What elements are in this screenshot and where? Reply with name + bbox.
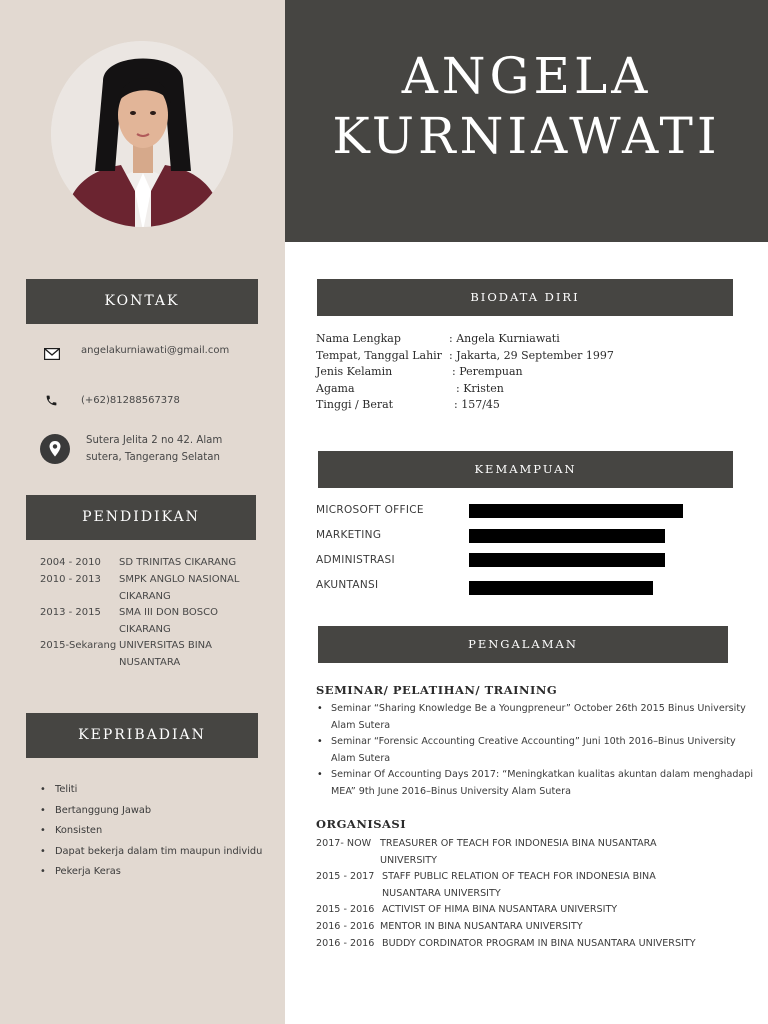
kepribadian-heading: KEPRIBADIAN <box>78 727 206 743</box>
skill-level-bar <box>469 581 653 595</box>
first-name: ANGELA <box>401 47 652 105</box>
skill-label: MARKETING <box>316 529 382 541</box>
last-name: KURNIAWATI <box>332 107 721 165</box>
contact-email[interactable]: angelakurniawati@gmail.com <box>81 345 230 356</box>
kontak-heading-bar <box>26 279 258 324</box>
biodata-value: : Kristen <box>456 381 504 395</box>
biodata-value: : 157/45 <box>454 398 500 411</box>
envelope-icon <box>44 348 60 360</box>
education-school: SMA III DON BOSCO CIKARANG <box>119 607 219 635</box>
org-year: 2016 - 2016 <box>316 937 375 949</box>
full-name <box>285 46 768 166</box>
list-item: • Seminar Of Accounting Days 2017: “Meningkatkan kualitas akuntan dalam menghadapi MEA” 9th June 2016–Binus University Alam Sutera <box>317 767 757 800</box>
organization-list <box>316 836 762 952</box>
seminar-list <box>317 701 757 801</box>
contact-address <box>86 433 222 466</box>
pengalaman-heading-bar <box>318 626 728 663</box>
skill-level-bar <box>469 553 665 567</box>
biodata-heading: BIODATA DIRI <box>470 290 580 304</box>
pendidikan-heading-bar <box>26 495 256 540</box>
kepribadian-heading-bar <box>26 713 258 758</box>
org-year: 2017- NOW <box>316 838 372 849</box>
kemampuan-heading-bar <box>318 451 733 488</box>
org-role: MENTOR IN BINA NUSANTARA UNIVERSITY <box>380 920 583 932</box>
biodata-label: Jenis Kelamin <box>316 365 393 378</box>
org-year: 2015 - 2016 <box>316 904 375 916</box>
list-item <box>316 869 762 902</box>
list-item: • Bertanggung Jawab <box>40 801 262 822</box>
list-item <box>316 902 762 919</box>
skill-level-bar <box>469 504 683 518</box>
pendidikan-heading: PENDIDIKAN <box>82 509 200 525</box>
org-year: 2015 - 2017 <box>316 871 375 883</box>
education-year: 2004 - 2010 <box>40 557 101 568</box>
org-role: TREASURER OF TEACH FOR INDONESIA BINA NUSANTARA UNIVERSITY <box>380 838 657 866</box>
biodata-value: : Angela Kurniawati <box>449 332 560 345</box>
address-line-2: sutera, Tangerang Selatan <box>86 451 220 463</box>
list-item: • Seminar “Sharing Knowledge Be a Youngpreneur” October 26th 2015 Binus University Alam Sutera <box>317 701 757 734</box>
list-item <box>316 936 762 953</box>
education-year: 2013 - 2015 <box>40 607 101 618</box>
skill-level-bar <box>469 529 665 543</box>
seminar-heading: SEMINAR/ PELATIHAN/ TRAINING <box>316 683 558 697</box>
biodata-label: Agama <box>316 381 355 395</box>
kontak-heading: KONTAK <box>104 293 180 309</box>
biodata-label: Nama Lengkap <box>316 332 401 345</box>
phone-icon <box>45 394 58 407</box>
organisasi-heading: ORGANISASI <box>316 817 407 831</box>
profile-photo <box>51 41 233 227</box>
skill-label: ADMINISTRASI <box>316 554 395 566</box>
biodata-value: : Perempuan <box>452 365 523 378</box>
location-pin-icon <box>40 434 70 464</box>
education-school: SMPK ANGLO NASIONAL CIKARANG <box>119 574 240 602</box>
list-item <box>316 836 762 869</box>
skill-label: AKUNTANSI <box>316 579 379 591</box>
contact-phone[interactable]: (+62)81288567378 <box>81 395 180 406</box>
biodata-label: Tinggi / Berat <box>316 398 394 411</box>
kemampuan-heading: KEMAMPUAN <box>474 462 577 476</box>
education-school: UNIVERSITAS BINA NUSANTARA <box>119 640 212 668</box>
biodata-value: : Jakarta, 29 September 1997 <box>449 348 614 362</box>
education-school: SD TRINITAS CIKARANG <box>119 557 237 568</box>
address-line-1: Sutera Jelita 2 no 42. Alam <box>86 435 223 446</box>
org-role: ACTIVIST OF HIMA BINA NUSANTARA UNIVERSITY <box>382 904 618 916</box>
org-role: STAFF PUBLIC RELATION OF TEACH FOR INDONESIA BINA NUSANTARA UNIVERSITY <box>382 871 656 899</box>
education-year: 2015-Sekarang <box>40 640 117 651</box>
skill-label: MICROSOFT OFFICE <box>316 504 424 516</box>
pengalaman-heading: PENGALAMAN <box>468 637 578 651</box>
personality-list <box>40 780 262 883</box>
list-item <box>316 919 762 936</box>
profile-photo-illustration <box>51 41 233 227</box>
list-item: • Dapat bekerja dalam tim maupun individu <box>40 842 262 863</box>
education-year: 2010 - 2013 <box>40 574 101 585</box>
list-item: • Seminar “Forensic Accounting Creative Accounting” Juni 10th 2016–Binus University Alam Sutera <box>317 734 757 767</box>
list-item: • Teliti <box>40 780 262 801</box>
biodata-heading-bar <box>317 279 733 316</box>
list-item: • Pekerja Keras <box>40 862 262 883</box>
org-role: BUDDY CORDINATOR PROGRAM IN BINA NUSANTARA UNIVERSITY <box>382 937 696 949</box>
list-item: • Konsisten <box>40 821 262 842</box>
biodata-label: Tempat, Tanggal Lahir <box>316 348 442 362</box>
org-year: 2016 - 2016 <box>316 920 375 932</box>
